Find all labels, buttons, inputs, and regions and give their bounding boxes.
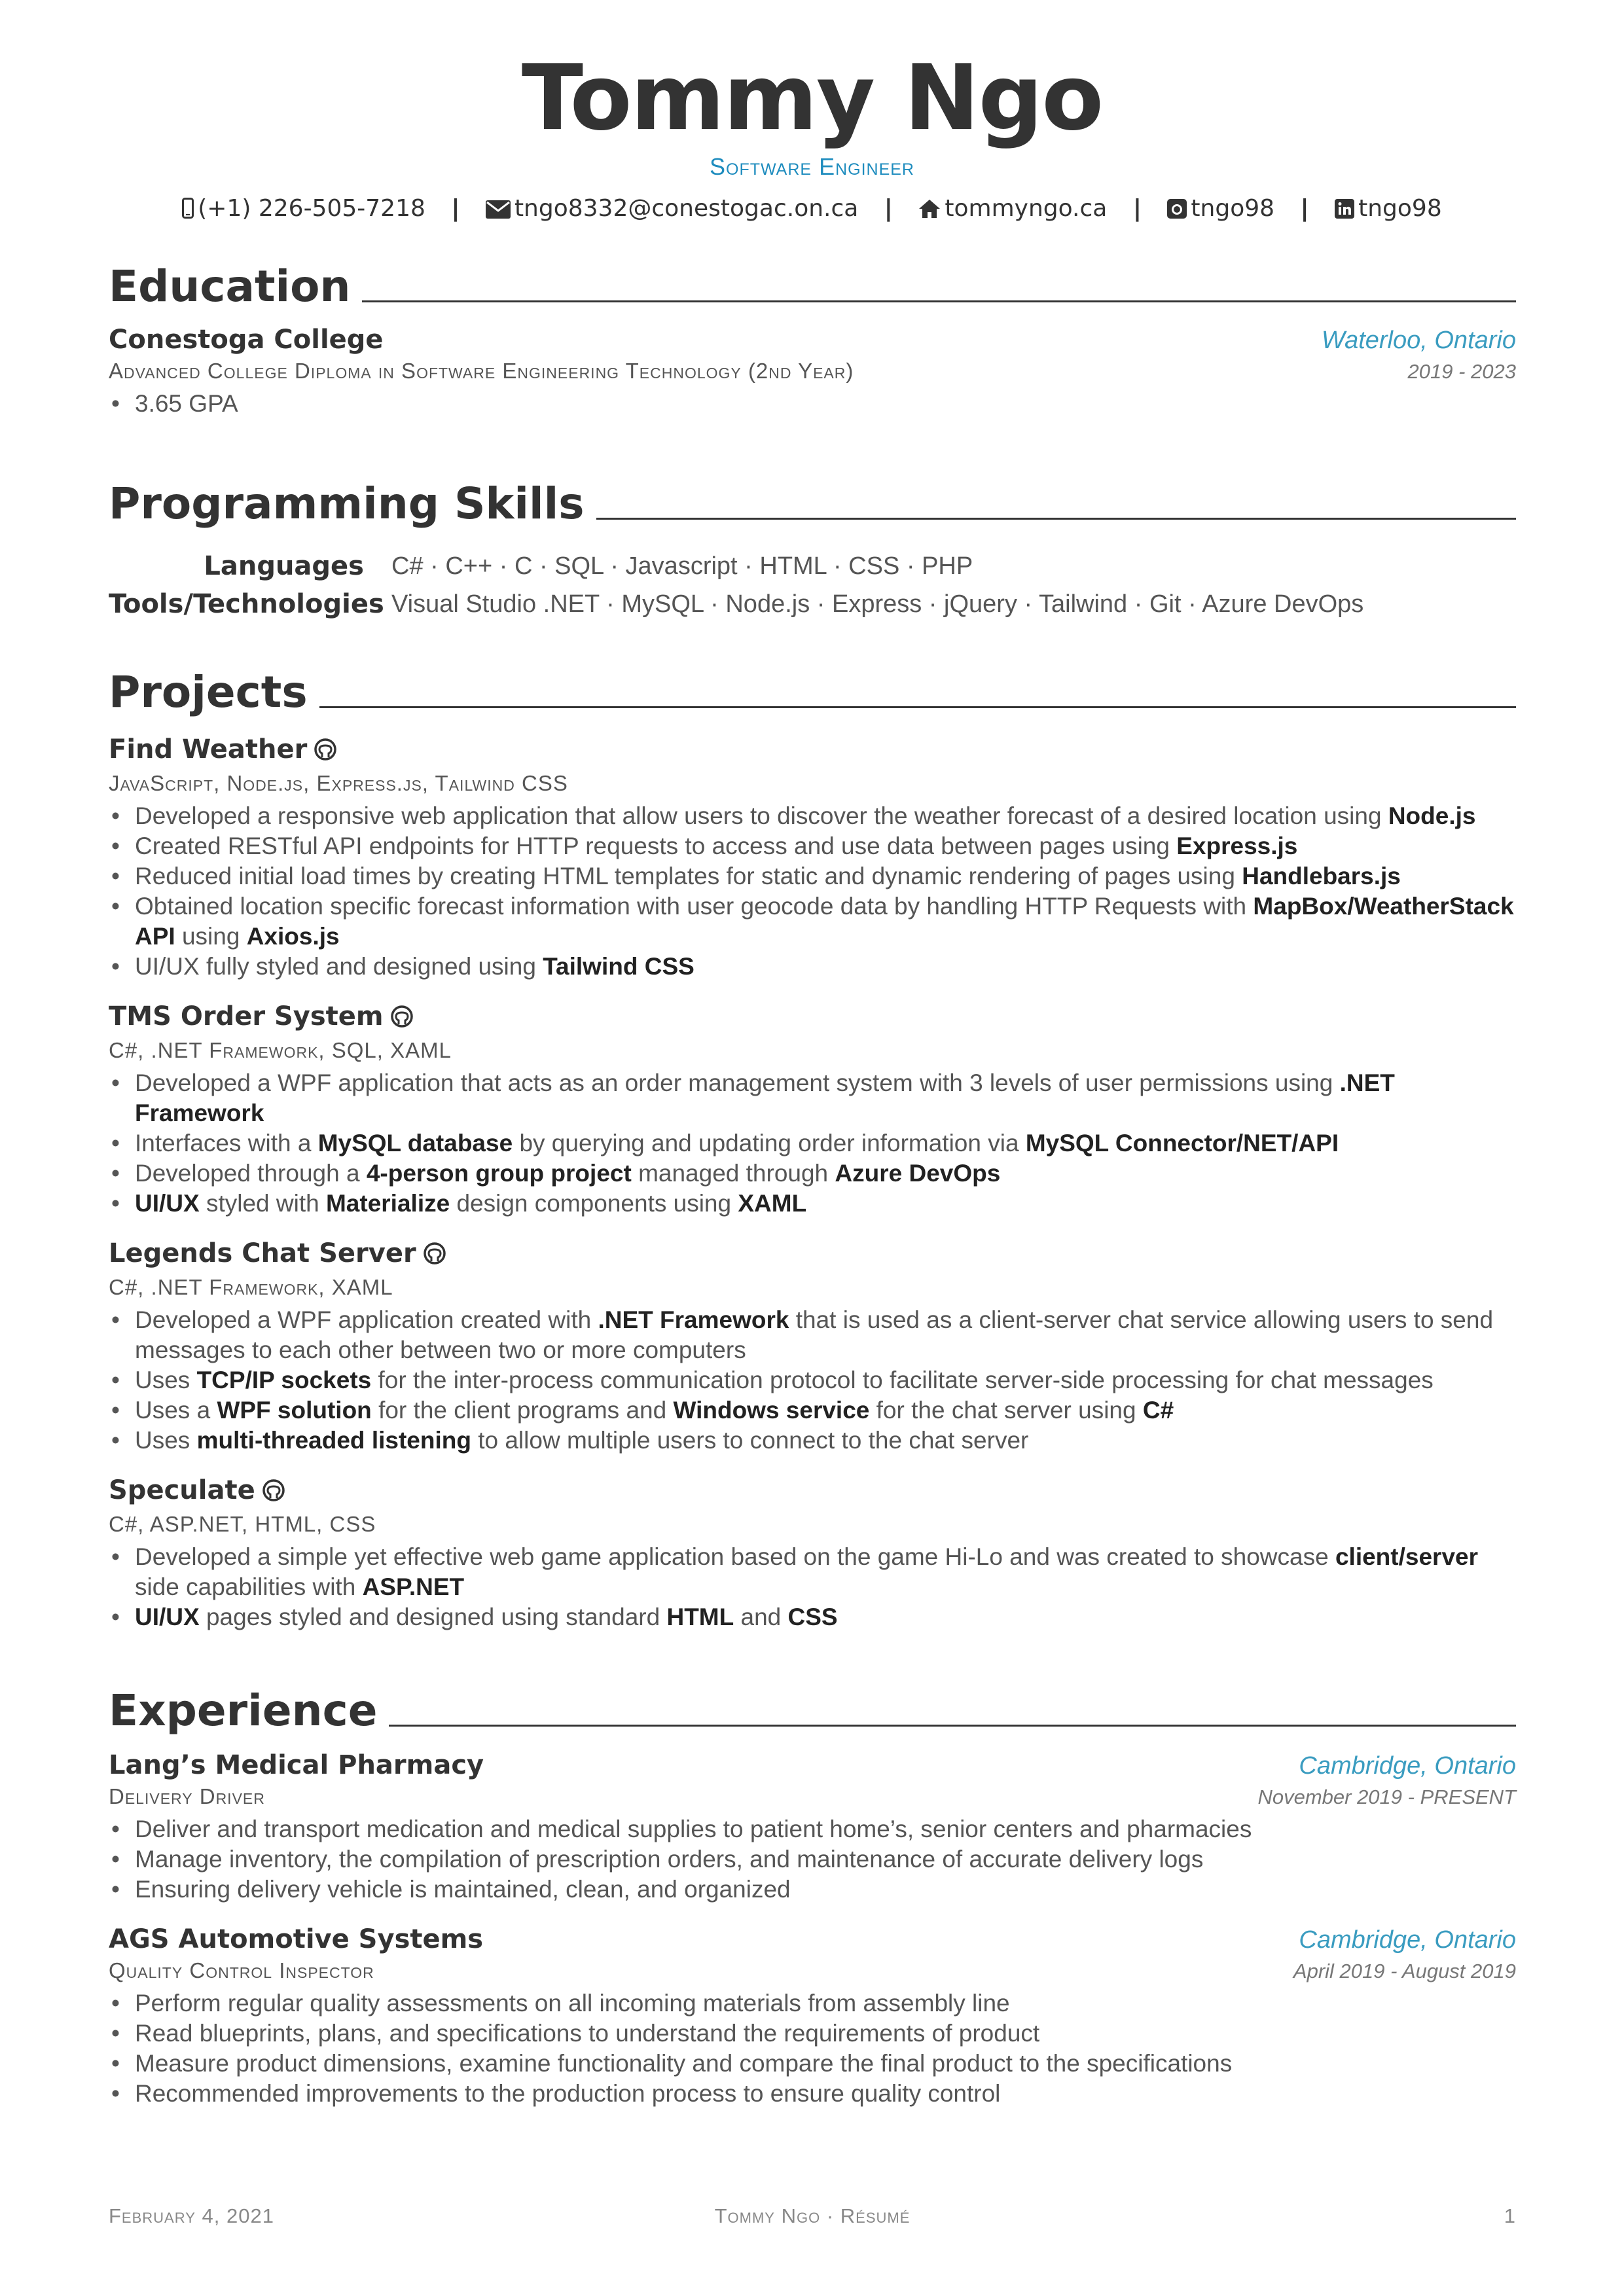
contact-separator: |: [451, 195, 460, 222]
highlight-text: UI/UX: [135, 1190, 200, 1217]
item-text: managed through: [631, 1160, 835, 1187]
highlight-text: XAML: [738, 1190, 807, 1217]
skill-label: Tools/Technologies: [109, 589, 384, 619]
list-item: • 3.65 GPA: [109, 389, 1516, 419]
item-text: Developed a WPF application created with: [135, 1306, 598, 1333]
highlight-text: Handlebars.js: [1242, 863, 1401, 889]
github-icon[interactable]: [390, 1005, 414, 1028]
section-rule: [389, 1725, 1516, 1727]
highlight-text: TCP/IP sockets: [196, 1367, 372, 1393]
list-item: [109, 1602, 1516, 1632]
list-item: [109, 1365, 1516, 1395]
company-location: Cambridge, Ontario: [1299, 1926, 1516, 1954]
contact-email[interactable]: tngo8332@conestogac.on.ca: [486, 195, 866, 222]
skill-value: C# · C++ · C · SQL · Javascript · HTML · CSS · PHP: [391, 552, 973, 580]
section-rule: [319, 706, 1516, 708]
list-item: [109, 1395, 1516, 1426]
list-item: [109, 1426, 1516, 1456]
list-item: • Manage inventory, the compilation of prescription orders, and maintenance of accurate delivery logs: [109, 1844, 1516, 1874]
highlight-text: MySQL database: [317, 1130, 513, 1157]
contact-github[interactable]: tngo98: [1167, 195, 1282, 222]
linkedin-icon: [1335, 199, 1354, 219]
item-text: Uses: [135, 1367, 197, 1393]
project-items: [109, 1542, 1516, 1632]
experience-section: [109, 1685, 1516, 2109]
program-name: Advanced College Diploma in Software Engineering Technology (2nd Year): [109, 359, 854, 383]
highlight-text: multi-threaded listening: [196, 1427, 471, 1454]
list-item: [109, 1158, 1516, 1189]
list-item: [109, 1542, 1516, 1602]
skill-label: Languages: [204, 551, 364, 581]
highlight-text: Express.js: [1176, 833, 1298, 859]
contact-separator: |: [884, 195, 893, 222]
project-tech: JavaScript, Node.js, Express.js, Tailwind CSS: [109, 771, 568, 795]
education-section: [109, 260, 1516, 419]
project-title: [109, 1475, 1516, 1505]
contact-linkedin[interactable]: tngo98: [1335, 195, 1442, 222]
item-text: side capabilities with: [135, 1573, 363, 1600]
item-text: UI/UX fully styled and designed using: [135, 953, 543, 980]
school-location: Waterloo, Ontario: [1321, 327, 1516, 354]
highlight-text: MapBox/WeatherStack API: [135, 893, 1514, 950]
item-text: styled with: [199, 1190, 326, 1217]
item-text: Obtained location specific forecast information with user geocode data by handling HTTP Requests with: [135, 893, 1254, 920]
project-title: [109, 1001, 1516, 1031]
candidate-position: Software Engineer: [710, 153, 914, 180]
education-dates: 2019 - 2023: [1407, 360, 1516, 383]
section-rule: [596, 518, 1516, 520]
experience-entry: [109, 1750, 1516, 1905]
github-icon[interactable]: [423, 1242, 446, 1265]
company-name: AGS Automotive Systems: [109, 1924, 484, 1954]
contact-separator: |: [1300, 195, 1309, 222]
skill-row: [109, 547, 1516, 585]
skills-section: [109, 478, 1516, 623]
github-icon[interactable]: [262, 1479, 285, 1502]
contact-separator: |: [1132, 195, 1142, 222]
project-tech: C#, .NET Framework, SQL, XAML: [109, 1038, 452, 1062]
item-text: Reduced initial load times by creating HTML templates for static and dynamic rendering of pages using: [135, 863, 1242, 889]
item-text: Developed through a: [135, 1160, 367, 1187]
item-text: and: [734, 1604, 788, 1630]
project-title: [109, 734, 1516, 764]
highlight-text: WPF solution: [217, 1397, 372, 1424]
item-text: Uses: [135, 1427, 197, 1454]
highlight-text: client/server: [1335, 1543, 1478, 1570]
contact-website[interactable]: tommyngo.ca: [918, 195, 1114, 222]
item-text: Developed a simple yet effective web game application based on the game Hi-Lo and was created to showcase: [135, 1543, 1335, 1570]
project-name: Speculate: [109, 1475, 255, 1505]
experience-title: Experience: [109, 1685, 378, 1736]
item-text: Created RESTful API endpoints for HTTP requests to access and use data between pages using: [135, 833, 1177, 859]
skills-table: [109, 547, 1516, 623]
project-items: [109, 1305, 1516, 1456]
item-text: for the client programs and: [371, 1397, 674, 1424]
experience-items: [109, 1814, 1516, 1905]
list-item: [109, 1305, 1516, 1365]
list-item: • Perform regular quality assessments on all incoming materials from assembly line: [109, 1988, 1516, 2018]
education-title: Education: [109, 261, 351, 312]
company-name: Lang’s Medical Pharmacy: [109, 1750, 484, 1780]
project-entry: [109, 1001, 1516, 1219]
mobile-icon: [182, 198, 194, 219]
list-item: [109, 891, 1516, 952]
highlight-text: HTML: [666, 1604, 734, 1630]
highlight-text: Node.js: [1388, 802, 1476, 829]
skills-title: Programming Skills: [109, 478, 585, 529]
project-items: [109, 801, 1516, 982]
job-role: Quality Control Inspector: [109, 1958, 374, 1982]
envelope-icon: [486, 200, 511, 219]
highlight-text: 4-person group project: [366, 1160, 632, 1187]
section-heading: [109, 260, 1516, 313]
item-text: using: [175, 923, 247, 950]
highlight-text: Windows service: [673, 1397, 870, 1424]
section-rule: [362, 300, 1516, 302]
section-heading: [109, 1685, 1516, 1737]
project-tech: C#, .NET Framework, XAML: [109, 1275, 393, 1299]
education-entry: [109, 325, 1516, 419]
list-item: • Deliver and transport medication and medical supplies to patient home’s, senior centers and pharmacies: [109, 1814, 1516, 1844]
footer-date: February 4, 2021: [109, 2204, 274, 2227]
highlight-text: ASP.NET: [362, 1573, 465, 1600]
school-name: Conestoga College: [109, 325, 384, 355]
item-text: design components using: [450, 1190, 738, 1217]
item-text: pages styled and designed using standard: [199, 1604, 667, 1630]
item-text: for the inter-process communication protocol to facilitate server-side processing for chat messages: [371, 1367, 1434, 1393]
education-items: [109, 389, 1516, 419]
list-item: [109, 801, 1516, 831]
skill-row: [109, 585, 1516, 623]
contact-line: [0, 192, 1624, 225]
experience-list: [109, 1750, 1516, 2109]
list-item: [109, 952, 1516, 982]
job-dates: April 2019 - August 2019: [1293, 1960, 1516, 1982]
highlight-text: Tailwind CSS: [543, 953, 695, 980]
skill-value: Visual Studio .NET · MySQL · Node.js · Express · jQuery · Tailwind · Git · Azure DevOps: [391, 590, 1364, 618]
candidate-name: Tommy Ngo: [521, 45, 1103, 151]
item-text: by querying and updating order information via: [513, 1130, 1026, 1157]
project-entry: [109, 1475, 1516, 1632]
github-icon: [1167, 199, 1187, 219]
highlight-text: CSS: [787, 1604, 838, 1630]
item-text: to allow multiple users to connect to the chat server: [471, 1427, 1029, 1454]
highlight-text: .NET Framework: [135, 1069, 1395, 1126]
item-text: Uses a: [135, 1397, 217, 1424]
section-heading: [109, 478, 1516, 530]
project-title: [109, 1238, 1516, 1268]
contact-phone[interactable]: (+1) 226-505-7218: [182, 195, 433, 222]
highlight-text: Materialize: [325, 1190, 450, 1217]
project-name: Legends Chat Server: [109, 1238, 416, 1268]
projects-title: Projects: [109, 667, 308, 717]
list-item: [109, 1128, 1516, 1158]
list-item: [109, 861, 1516, 891]
footer-center: Tommy Ngo · Résumé: [714, 2204, 911, 2227]
list-item: • Ensuring delivery vehicle is maintained, clean, and organized: [109, 1874, 1516, 1905]
item-text: Developed a WPF application that acts as an order management system with 3 levels of user permissions using: [135, 1069, 1340, 1096]
projects-section: [109, 666, 1516, 1632]
highlight-text: .NET Framework: [598, 1306, 789, 1333]
highlight-text: UI/UX: [135, 1604, 200, 1630]
highlight-text: MySQL Connector/NET/API: [1025, 1130, 1339, 1157]
home-icon: [918, 199, 941, 219]
project-tech: C#, ASP.NET, HTML, CSS: [109, 1512, 376, 1536]
list-item: • Read blueprints, plans, and specifications to understand the requirements of product: [109, 2018, 1516, 2049]
item-text: Interfaces with a: [135, 1130, 318, 1157]
item-text: that is used as a client-server chat service allowing users to send messages to each other between two or more computers: [135, 1306, 1494, 1363]
project-entry: [109, 734, 1516, 982]
section-heading: [109, 666, 1516, 719]
resume-header: [0, 46, 1624, 225]
footer-page-number: 1: [1504, 2204, 1516, 2227]
highlight-text: Axios.js: [246, 923, 340, 950]
company-location: Cambridge, Ontario: [1299, 1752, 1516, 1780]
highlight-text: C#: [1142, 1397, 1174, 1424]
job-dates: November 2019 - PRESENT: [1257, 1785, 1516, 1808]
list-item: [109, 1068, 1516, 1128]
job-role: Delivery Driver: [109, 1784, 265, 1808]
projects-list: [109, 734, 1516, 1632]
project-name: Find Weather: [109, 734, 308, 764]
github-icon[interactable]: [314, 738, 337, 761]
list-item: • Measure product dimensions, examine functionality and compare the final product to the specifications: [109, 2049, 1516, 2079]
list-item: [109, 1189, 1516, 1219]
project-items: [109, 1068, 1516, 1219]
item-text: for the chat server using: [869, 1397, 1143, 1424]
project-name: TMS Order System: [109, 1001, 384, 1031]
page-footer: [109, 2204, 1516, 2228]
experience-items: [109, 1988, 1516, 2109]
list-item: [109, 831, 1516, 861]
experience-entry: [109, 1924, 1516, 2109]
highlight-text: Azure DevOps: [835, 1160, 1001, 1187]
project-entry: [109, 1238, 1516, 1456]
list-item: • Recommended improvements to the production process to ensure quality control: [109, 2079, 1516, 2109]
item-text: Developed a responsive web application that allow users to discover the weather forecast of a desired location using: [135, 802, 1388, 829]
